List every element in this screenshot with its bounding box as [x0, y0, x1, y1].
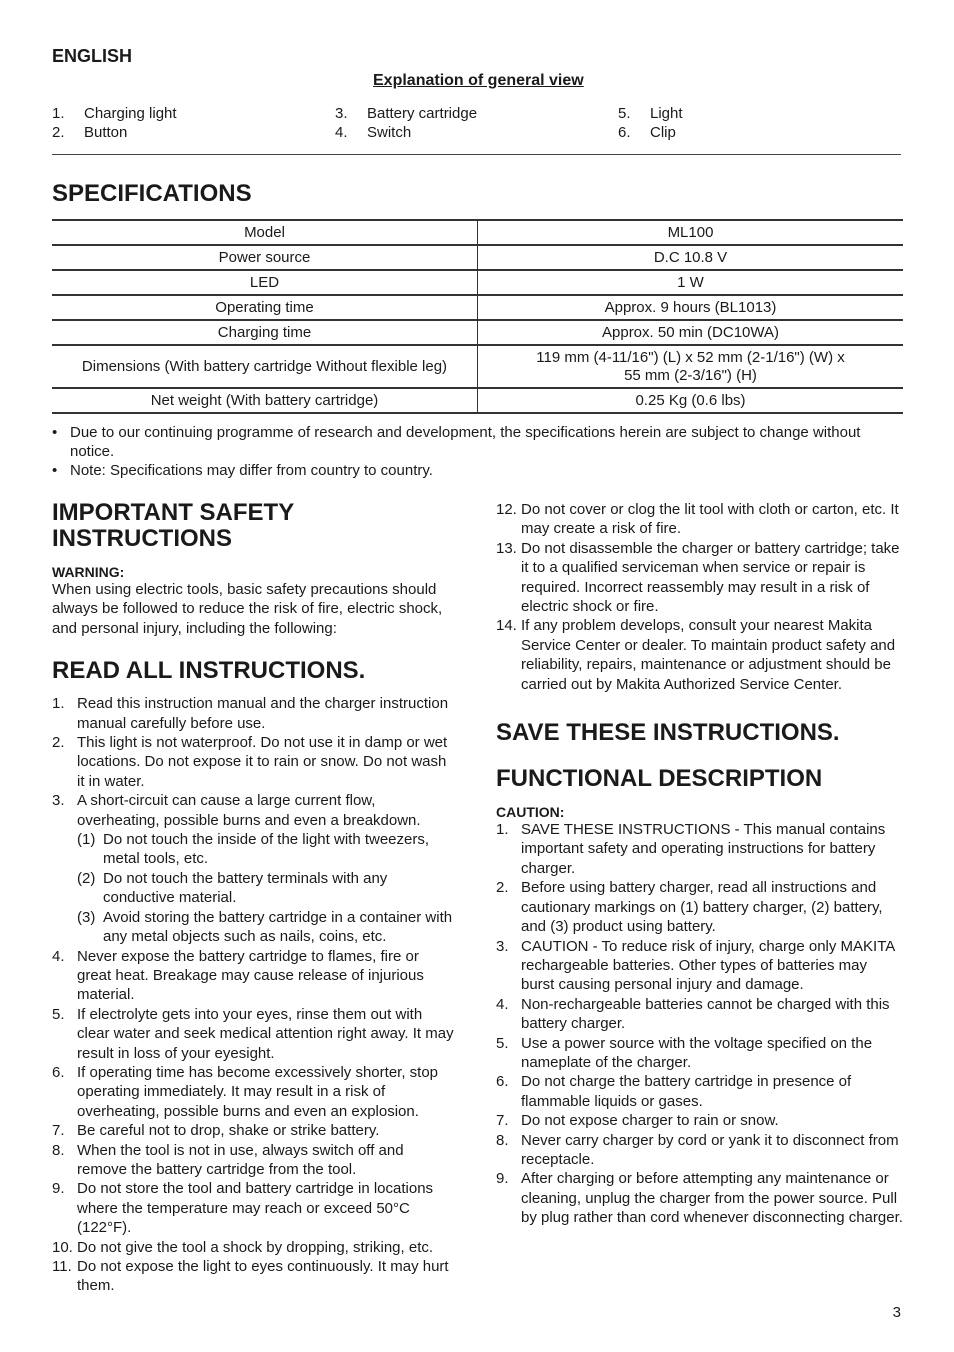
note-item: • Note: Specifications may differ from country to country.	[52, 462, 433, 479]
list-item: 4. Never expose the battery cartridge to flames, fire or great heat. Breakage may cause release of injurious material.	[52, 947, 424, 1004]
table-row: Dimensions (With battery cartridge Without flexible leg) 119 mm (4-11/16") (L) x 52 mm (2-1/16") (W) x 55 mm (2-3/16") (H)	[52, 345, 903, 388]
save-instructions-title: SAVE THESE INSTRUCTIONS.	[496, 719, 840, 747]
list-item: 3. CAUTION - To reduce risk of injury, charge only MAKITA rechargeable batteries. Other types of batteries may burst causing personal injury and damage.	[496, 937, 895, 994]
list-item: 7. Do not expose charger to rain or snow.	[496, 1112, 779, 1130]
general-view-item: 5. Light	[618, 105, 683, 122]
page-number: 3	[892, 1304, 901, 1321]
sub-list-item: (2) Do not touch the battery terminals with any conductive material.	[77, 869, 388, 907]
read-all-title: READ ALL INSTRUCTIONS.	[52, 657, 366, 685]
divider	[52, 154, 901, 155]
right-column	[496, 500, 903, 1228]
table-row: LED 1 W	[52, 270, 903, 295]
list-item: 9. Do not store the tool and battery cartridge in locations where the temperature may reach or exceed 50°C (122°F).	[52, 1180, 434, 1237]
caution-label: CAUTION:	[496, 804, 565, 821]
sub-list-item: (1) Do not touch the inside of the light with tweezers, metal tools, etc.	[77, 831, 430, 868]
table-row: Net weight (With battery cartridge) 0.25 Kg (0.6 lbs)	[52, 388, 903, 413]
general-view-item: 2. Button	[52, 124, 128, 141]
list-item: 14. If any problem develops, consult your nearest Makita Service Center or dealer. To maintain product safety and reliability, repairs, maintenance or adjustment should be carried out by Makita Authorized Service Center.	[496, 617, 896, 693]
list-item: 12. Do not cover or clog the lit tool with cloth or carton, etc. It may create a risk of fire.	[496, 501, 899, 538]
general-view-item: 4. Switch	[335, 124, 412, 141]
left-column	[52, 500, 457, 1296]
list-item: 10. Do not give the tool a shock by dropping, striking, etc.	[52, 1238, 434, 1256]
table-row: Charging time Approx. 50 min (DC10WA)	[52, 320, 903, 345]
note-item: • Due to our continuing programme of research and development, the specifications herein are subject to change without notice.	[52, 424, 861, 460]
specification-notes	[52, 423, 904, 480]
list-item: 9. After charging or before attempting any maintenance or cleaning, unplug the charger from the power source. Pull by plug rather than cord whenever disconnecting charger.	[496, 1170, 903, 1227]
list-item: 13. Do not disassemble the charger or battery cartridge; take it to a qualified serviceman when service or repair is required. Incorrect reassembly may result in a risk of electric shock or fire.	[496, 539, 900, 616]
general-view-item: 1. Charging light	[52, 105, 177, 122]
list-item: 2. Before using battery charger, read all instructions and cautionary markings on (1) battery charger, (2) battery, and (3) product using battery.	[496, 879, 883, 936]
read-all-list-continued	[496, 500, 903, 694]
list-item: 1. SAVE THESE INSTRUCTIONS - This manual contains important safety and operating instructions for battery charger.	[496, 821, 886, 877]
safety-title: IMPORTANT SAFETY INSTRUCTIONS	[52, 499, 295, 552]
table-row: Power source D.C 10.8 V	[52, 245, 903, 270]
language-label: ENGLISH	[52, 46, 133, 66]
list-item: 3. A short-circuit can cause a large current flow, overheating, possible burns and even a breakdown.	[52, 792, 421, 829]
specifications-table	[52, 219, 903, 414]
list-item: 8. Never carry charger by cord or yank it to disconnect from receptacle.	[496, 1131, 899, 1168]
general-view-column-3	[618, 104, 683, 142]
read-all-list	[52, 694, 457, 1296]
list-item: 2. This light is not waterproof. Do not use it in damp or wet locations. Do not expose it to rain or snow. Do not wash it in water.	[52, 734, 448, 790]
general-view-title: Explanation of general view	[373, 72, 584, 89]
general-view-item: 3. Battery cartridge	[335, 105, 478, 122]
list-item: 11. Do not expose the light to eyes continuously. It may hurt them.	[52, 1258, 449, 1295]
functional-list	[496, 820, 903, 1228]
general-view-column-1	[52, 104, 177, 142]
list-item: 7. Be careful not to drop, shake or strike battery.	[52, 1122, 380, 1140]
general-view-column-2	[335, 104, 477, 142]
list-item: 5. Use a power source with the voltage specified on the nameplate of the charger.	[496, 1034, 873, 1071]
functional-description-title: FUNCTIONAL DESCRIPTION	[496, 765, 823, 793]
table-row: Operating time Approx. 9 hours (BL1013)	[52, 295, 903, 320]
warning-label: WARNING:	[52, 564, 125, 580]
list-item: 5. If electrolyte gets into your eyes, rinse them out with clear water and seek medical attention right away. It may result in loss of your eyesight.	[52, 1005, 454, 1062]
list-item: 8. When the tool is not in use, always switch off and remove the battery cartridge from the tool.	[52, 1141, 404, 1178]
general-view-item: 6. Clip	[618, 124, 676, 141]
warning-text: When using electric tools, basic safety precautions should always be followed to reduce the risk of fire, electric shock, and personal injury, including the following:	[52, 581, 443, 637]
list-item: 6. Do not charge the battery cartridge in presence of flammable liquids or gases.	[496, 1073, 852, 1110]
sub-list-item: (3) Avoid storing the battery cartridge in a container with any metal objects such as nails, coins, etc.	[77, 908, 453, 946]
list-item: 1. Read this instruction manual and the charger instruction manual carefully before use.	[52, 695, 449, 732]
list-item: 4. Non-rechargeable batteries cannot be charged with this battery charger.	[496, 995, 890, 1033]
specifications-title: SPECIFICATIONS	[52, 180, 252, 207]
table-row: Model ML100	[52, 220, 903, 245]
list-item: 6. If operating time has become excessively shorter, stop operating immediately. It may result in a risk of overheating, possible burns and even an explosion.	[52, 1063, 439, 1120]
